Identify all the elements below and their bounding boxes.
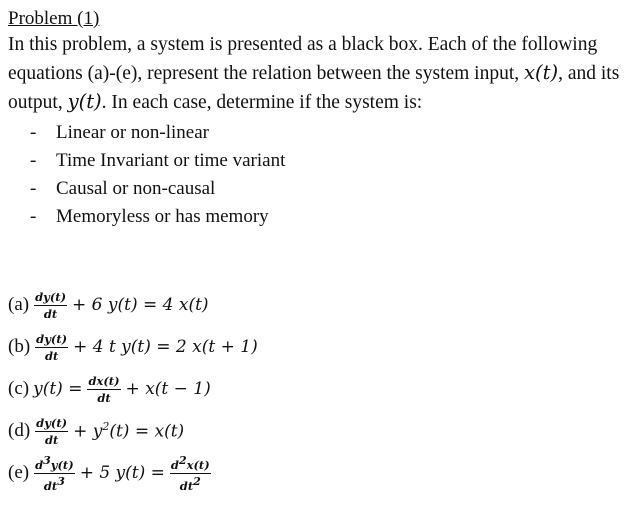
- numerator-part: d: [170, 457, 179, 472]
- fraction-numerator: [34, 454, 75, 474]
- equation-lhs: y(t) =: [33, 379, 83, 399]
- exponent: 2: [178, 453, 187, 467]
- equation-label: (a): [8, 294, 30, 315]
- fraction-denominator: dt: [44, 348, 59, 363]
- equation-body: [31, 374, 213, 405]
- fraction-numerator: [170, 454, 211, 474]
- intro-text-3: . In each case, determine if the system is:: [101, 92, 423, 113]
- bullet-dash: -: [30, 122, 37, 143]
- equation-label: (b): [8, 336, 31, 357]
- equation-label: (e): [8, 462, 30, 483]
- equation-rhs: + 6 y(t) = 4 x(t): [72, 295, 209, 315]
- property-label: Linear or non-linear: [56, 122, 209, 143]
- fraction-numerator: dy(t): [35, 289, 67, 304]
- denominator-part: dt: [179, 478, 194, 493]
- derivative-fraction: [34, 290, 67, 321]
- equation-d: [8, 410, 260, 452]
- equation-label: (c): [8, 378, 30, 399]
- property-label: Time Invariant or time variant: [56, 150, 286, 171]
- derivative-fraction: [34, 454, 75, 493]
- exponent: 3: [57, 474, 65, 488]
- numerator-part: y(t): [50, 457, 74, 472]
- fraction-numerator: dy(t): [36, 415, 68, 430]
- fraction-denominator: dt: [97, 390, 111, 405]
- problem-title: Problem (1): [8, 8, 100, 29]
- bullet-dash: -: [30, 178, 37, 199]
- rhs-part: + y: [73, 421, 103, 442]
- equation-body: [32, 416, 186, 447]
- equation-c: [8, 368, 260, 410]
- property-label: Memoryless or has memory: [56, 206, 269, 227]
- intro-input-symbol: x(t): [524, 61, 559, 84]
- rhs-part: (t) = x(t): [109, 421, 185, 442]
- fraction-numerator: dy(t): [36, 331, 68, 346]
- equation-body: [31, 454, 214, 493]
- exponent: 2: [193, 474, 201, 488]
- problem-document: [8, 6, 628, 231]
- derivative-fraction: [35, 332, 68, 363]
- derivative-fraction: [87, 374, 120, 405]
- equation-rhs: + x(t − 1): [125, 379, 211, 399]
- equation-list: [8, 284, 260, 494]
- equation-middle: + 5 y(t) =: [79, 463, 165, 483]
- property-item-time-invariance: [8, 147, 628, 175]
- equation-body: [32, 332, 260, 363]
- intro-text-1: In this problem, a system is presented as a black box. Each of the following equations (a)-(e), represent the relation between the system input,: [8, 34, 598, 84]
- numerator-part: d: [35, 457, 44, 472]
- property-item-linearity: [8, 119, 628, 147]
- property-item-memory: [8, 203, 628, 231]
- property-item-causality: [8, 175, 628, 203]
- equation-label: (d): [8, 420, 31, 441]
- exponent: 2: [102, 420, 110, 434]
- equation-b: [8, 326, 260, 368]
- numerator-part: x(t): [186, 457, 210, 472]
- derivative-fraction: [35, 416, 68, 447]
- property-label: Causal or non-causal: [56, 178, 216, 199]
- equation-rhs: + 4 t y(t) = 2 x(t + 1): [73, 337, 258, 357]
- exponent: 3: [43, 453, 51, 467]
- bullet-dash: -: [30, 150, 37, 171]
- intro-text-2: , and its output,: [8, 63, 620, 113]
- bullet-dash: -: [30, 206, 37, 227]
- equation-a: [8, 284, 260, 326]
- denominator-part: dt: [43, 478, 58, 493]
- intro-output-symbol: y(t): [67, 90, 102, 113]
- fraction-numerator: dx(t): [88, 373, 120, 388]
- derivative-fraction: [170, 454, 211, 493]
- equation-body: [31, 290, 210, 321]
- property-list: [8, 119, 628, 231]
- equation-rhs: [73, 420, 184, 442]
- fraction-denominator: [180, 474, 201, 493]
- equation-e: [8, 452, 260, 494]
- fraction-denominator: [44, 474, 65, 493]
- problem-intro: [8, 31, 628, 117]
- fraction-denominator: dt: [44, 432, 59, 447]
- fraction-denominator: dt: [43, 306, 58, 321]
